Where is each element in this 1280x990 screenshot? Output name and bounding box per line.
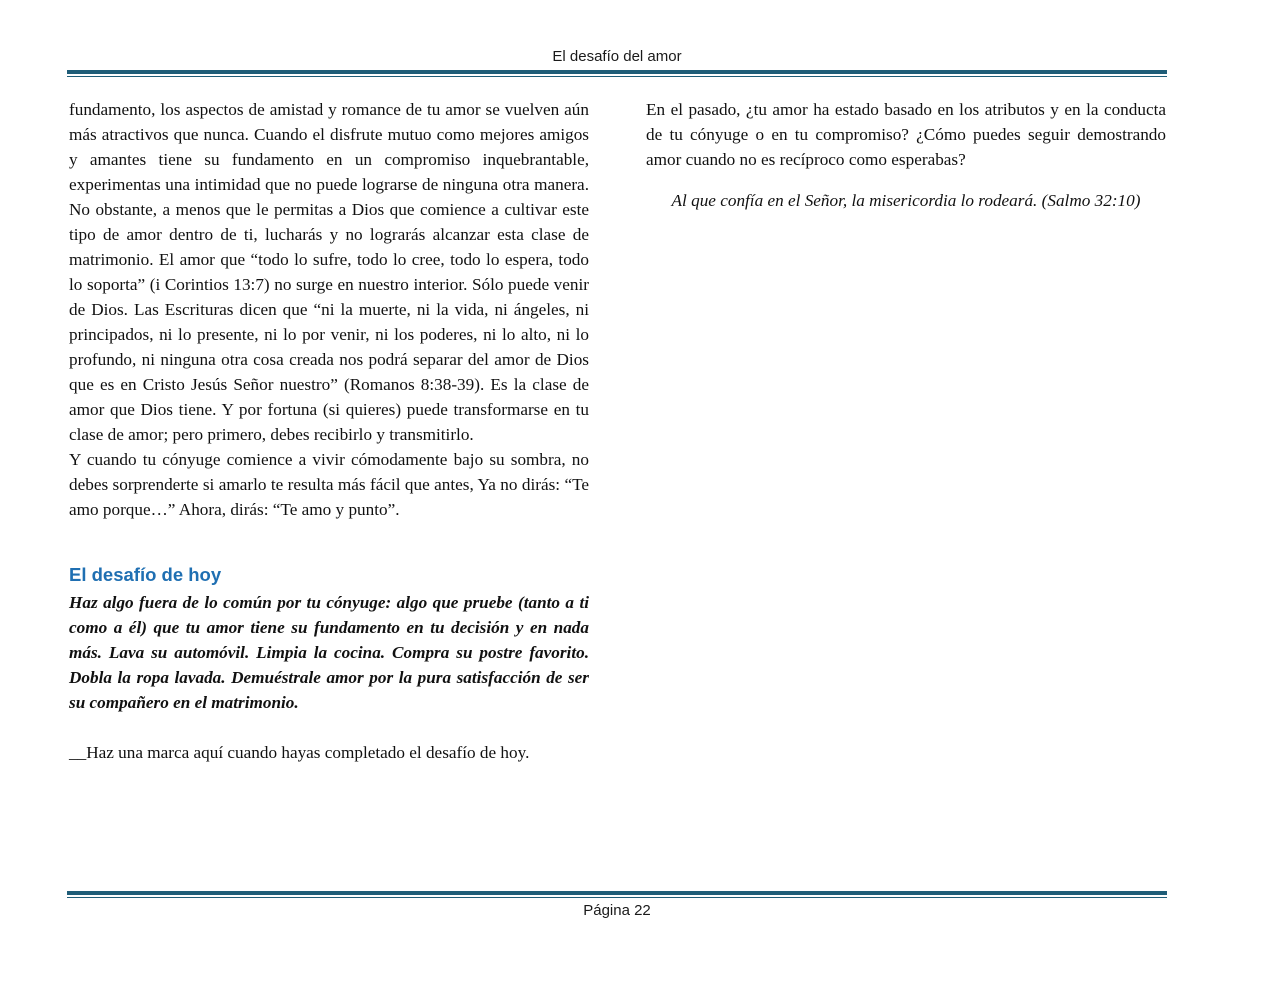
reflection-question: En el pasado, ¿tu amor ha estado basado en los atributos y en la conducta de tu cónyuge o en tu compromiso? ¿Cómo puedes seguir demostrando amor cuando no es recíproco como esperabas?: [646, 100, 1166, 169]
left-column: [69, 97, 589, 765]
page-number: Página 22: [583, 902, 651, 919]
body-paragraph: Y cuando tu cónyuge comience a vivir cómodamente bajo su sombra, no debes sorprenderte si amarlo te resulta más fácil que antes, Ya no dirás: “Te amo porque…” Ahora, dirás: “Te amo y punto”.: [69, 450, 589, 519]
running-header-title: El desafío del amor: [552, 48, 682, 65]
right-column: [646, 97, 1166, 213]
challenge-text: Haz algo fuera de lo común por tu cónyuge: algo que pruebe (tanto a ti como a él) que tu amor tiene su fundamento en tu decisión y en nada más. Lava su automóvil. Limpia la cocina. Compra su postre favorito. Dobla la ropa lavada. Demuéstrale amor por la pura satisfacción de ser su compañero en el matrimonio.: [69, 593, 589, 712]
completion-checkmark-line: __Haz una marca aquí cuando hayas completado el desafío de hoy.: [69, 743, 530, 762]
header-divider: [67, 70, 1167, 77]
body-paragraph: fundamento, los aspectos de amistad y romance de tu amor se vuelven aún más atractivos que nunca. Cuando el disfrute mutuo como mejores amigos y amantes tiene su fundamento en un compromiso inquebrantable, experimentas una intimidad que no puede lograrse de ninguna otra manera. No obstante, a menos que le permitas a Dios que comience a cultivar este tipo de amor dentro de ti, lucharás y no lograrás alcanzar esta clase de matrimonio. El amor que “todo lo sufre, todo lo cree, todo lo espera, todo lo soporta” (i Corintios 13:7) no surge en nuestro interior. Sólo puede venir de Dios. Las Escrituras dicen que “ni la muerte, ni la vida, ni ángeles, ni principados, ni lo presente, ni lo por venir, ni los poderes, ni lo alto, ni lo profundo, ni ninguna otra cosa creada nos podrá separar del amor de Dios que es en Cristo Jesús Señor nuestro” (Romanos 8:38-39). Es la clase de amor que Dios tiene. Y por fortuna (si quieres) puede transformarse en tu clase de amor; pero primero, debes recibirlo y transmitirlo.: [69, 100, 589, 444]
challenge-heading: El desafío de hoy: [69, 564, 222, 585]
scripture-verse: Al que confía en el Señor, la misericordia lo rodeará. (Salmo 32:10): [671, 191, 1141, 210]
footer-divider: [67, 891, 1167, 898]
